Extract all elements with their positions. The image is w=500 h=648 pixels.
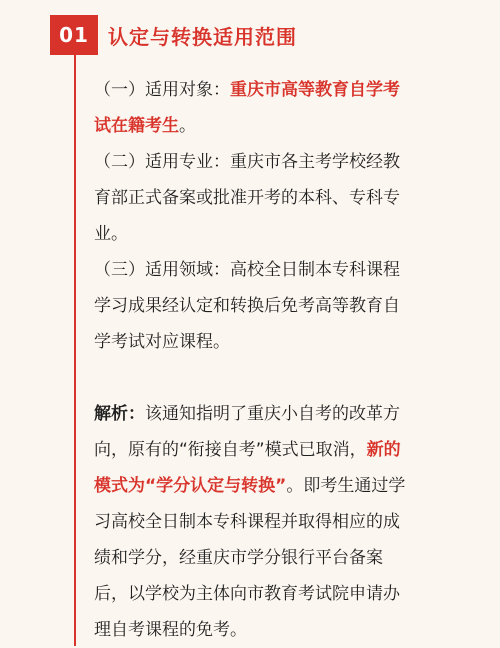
section-header xyxy=(50,15,297,55)
spacer xyxy=(94,360,416,396)
item-text: 重庆市各主考学校经教育部正式备案或批准开考的本科、专科专业。 xyxy=(94,152,400,244)
item-highlight: 重庆市高等教育自学考试在籍考生 xyxy=(94,80,400,136)
analysis-paragraph xyxy=(94,396,416,648)
analysis-highlight: 新的模式为“学分认定与转换” xyxy=(94,440,401,496)
item-label: （二）适用专业： xyxy=(94,152,230,172)
analysis-label: 解析： xyxy=(94,404,145,424)
item-text: 高校全日制本专科课程学习成果经认定和转换后免考高等教育自学考试对应课程。 xyxy=(94,260,400,352)
analysis-text: 。即考生通过学习高校全日制本专科课程并取得相应的成绩和学分，经重庆市学分银行平台备案后，以学校为主体向市教育考试院申请办理自考课程的免考。 xyxy=(94,476,406,640)
item-applicable-major xyxy=(94,144,416,252)
left-accent-rule xyxy=(74,54,76,646)
section-title: 认定与转换适用范围 xyxy=(108,24,297,49)
section-number-badge: 01 xyxy=(50,15,98,55)
item-label: （三）适用领域： xyxy=(94,260,230,280)
item-applicable-object xyxy=(94,72,416,144)
item-applicable-field xyxy=(94,252,416,360)
item-end: 。 xyxy=(179,116,196,136)
content-body xyxy=(94,72,416,648)
item-label: （一）适用对象： xyxy=(94,80,230,100)
analysis-text: 该通知指明了重庆小自考的改革方向，原有的“衔接自考”模式已取消， xyxy=(94,404,400,460)
